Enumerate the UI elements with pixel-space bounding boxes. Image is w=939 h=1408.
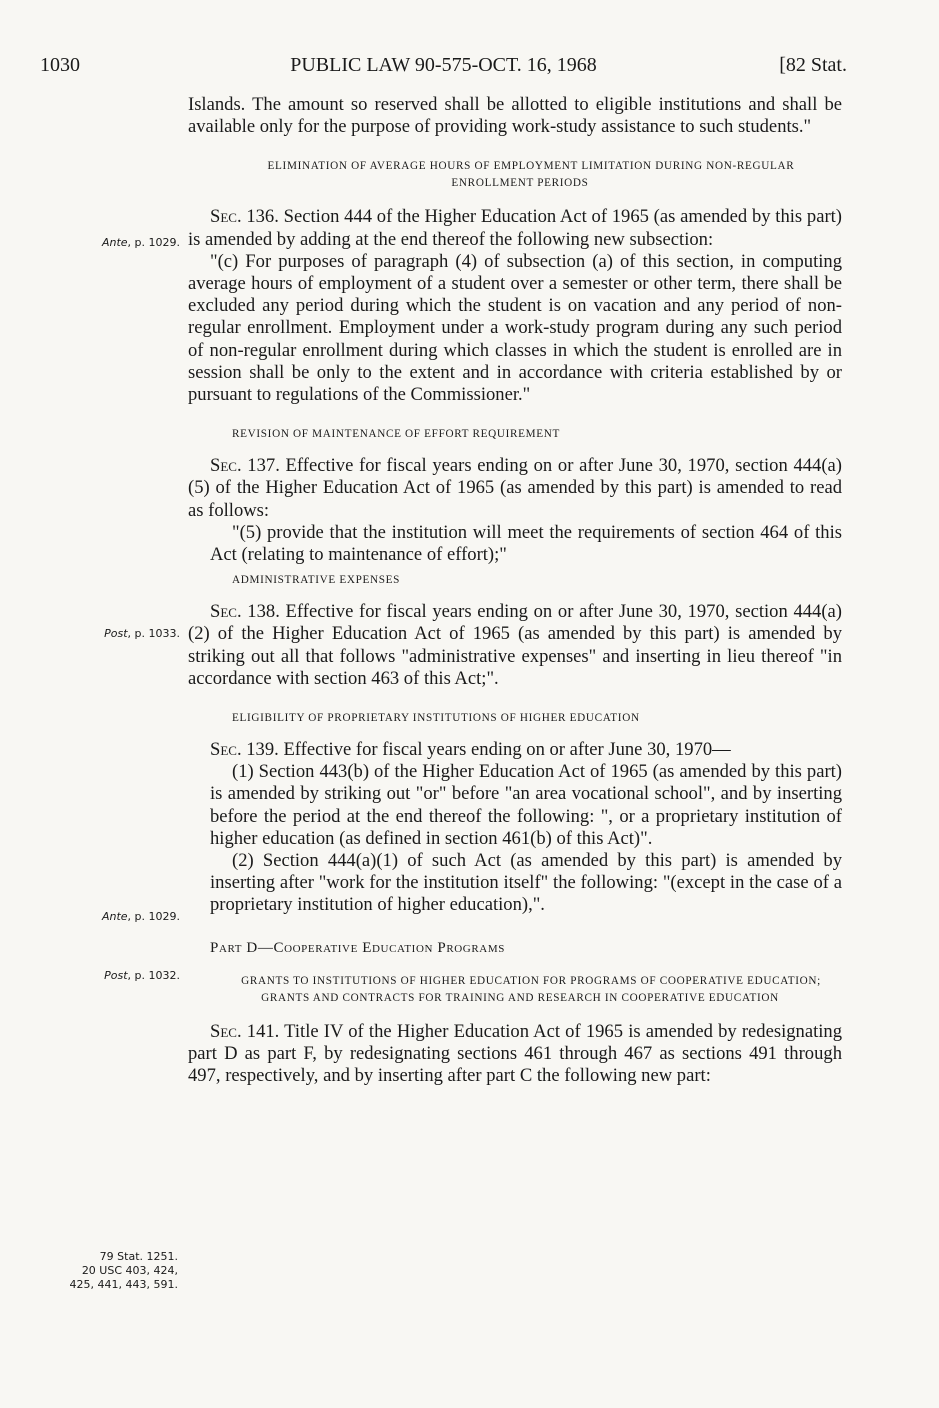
section-heading-136: ELIMINATION OF AVERAGE HOURS OF EMPLOYMENT LIMITATION DURING NON-REGULAR ENROLLMENT PERIODS bbox=[267, 160, 795, 190]
section-heading-138: ADMINISTRATIVE EXPENSES bbox=[232, 574, 401, 587]
section-heading-141: GRANTS TO INSTITUTIONS OF HIGHER EDUCATION FOR PROGRAMS OF COOPERATIVE EDUCATION; GRANTS AND CONTRACTS FOR TRAINING AND RESEARCH IN COOPERATIVE EDUCATION bbox=[241, 974, 821, 1004]
margin-citation: 79 Stat. 1251. 20 USC 403, 424, 425, 441, 443, 591. bbox=[69, 1250, 178, 1291]
section-heading-137: REVISION OF MAINTENANCE OF EFFORT REQUIREMENT bbox=[232, 428, 561, 441]
running-title: PUBLIC LAW 90-575-OCT. 16, 1968 bbox=[290, 54, 597, 76]
margin-note-post-1033: Post, p. 1033. bbox=[104, 627, 180, 640]
margin-note-ante-1029-b: Ante, p. 1029. bbox=[101, 910, 180, 923]
section-heading-139: ELIGIBILITY OF PROPRIETARY INSTITUTIONS OF HIGHER EDUCATION bbox=[232, 712, 640, 725]
statute-volume: [82 Stat. bbox=[779, 54, 847, 76]
margin-note-post-1032: Post, p. 1032. bbox=[104, 969, 180, 982]
section-141: Sec. 141. Title IV of the Higher Education Act of 1965 is amended by redesignating part D as part F, by redesignating sections 461 through 467 as sections 491 through 497, respectively, and by inserting after part C the following new part: bbox=[188, 1020, 843, 1087]
section-138: Sec. 138. Effective for fiscal years ending on or after June 30, 1970, section 444(a)(2) of the Higher Education Act of 1965 (as amended by this part) is amended by striking out all that follows "administrative expenses" and inserting in lieu thereof "in accordance with section 463 of this Act;". bbox=[188, 601, 842, 689]
section-137: Sec. 137. Effective for fiscal years ending on or after June 30, 1970, section 444(a)(5) of the Higher Education Act of 1965 (as amended by this part) is amended to read as follows: bbox=[188, 455, 842, 521]
section-137-para-5: "(5) provide that the institution will meet the requirements of section 464 of this Act (relating to maintenance of effort);" bbox=[210, 521, 842, 566]
page-header bbox=[40, 54, 847, 80]
section-139-para-2: (2) Section 444(a)(1) of such Act (as amended by this part) is amended by inserting after "work for the institution itself" the following: "(except in the case of a proprietary institution of higher education),". bbox=[210, 850, 842, 916]
section-139: Sec. 139. Effective for fiscal years ending on or after June 30, 1970— bbox=[210, 739, 731, 761]
margin-note-ante-1029: Ante, p. 1029. bbox=[101, 236, 180, 249]
section-136: Sec. 136. Section 444 of the Higher Education Act of 1965 (as amended by this part) is amended by adding at the end thereof the following new subsection: bbox=[188, 206, 842, 250]
intro-paragraph: Islands. The amount so reserved shall be allotted to eligible institutions and shall be available only for the purpose of providing work-study assistance to such students." bbox=[188, 94, 842, 138]
body-text bbox=[188, 94, 842, 1088]
section-136-c: "(c) For purposes of paragraph (4) of subsection (a) of this section, in computing average hours of employment of a student over a semester or other term, there shall be excluded any period during which the student is on vacation and any period of non-regular enrollment. Employment under a work-study program during any such period of non-regular enrollment during which classes in which the student is enrolled are in session shall be only to the extent and in accordance with criteria established by or pursuant to regulations of the Commissioner." bbox=[188, 250, 842, 406]
section-139-para-1: (1) Section 443(b) of the Higher Education Act of 1965 (as amended by this part) is amended by striking out "or" before "an area vocational school", and by inserting before the period at the end thereof the following: ", or a proprietary institution of higher education (as defined in section 461(b) of this Act)". bbox=[210, 761, 842, 849]
page-number: 1030 bbox=[40, 54, 80, 76]
part-d-heading: Part D—Cooperative Education Programs bbox=[210, 939, 505, 956]
